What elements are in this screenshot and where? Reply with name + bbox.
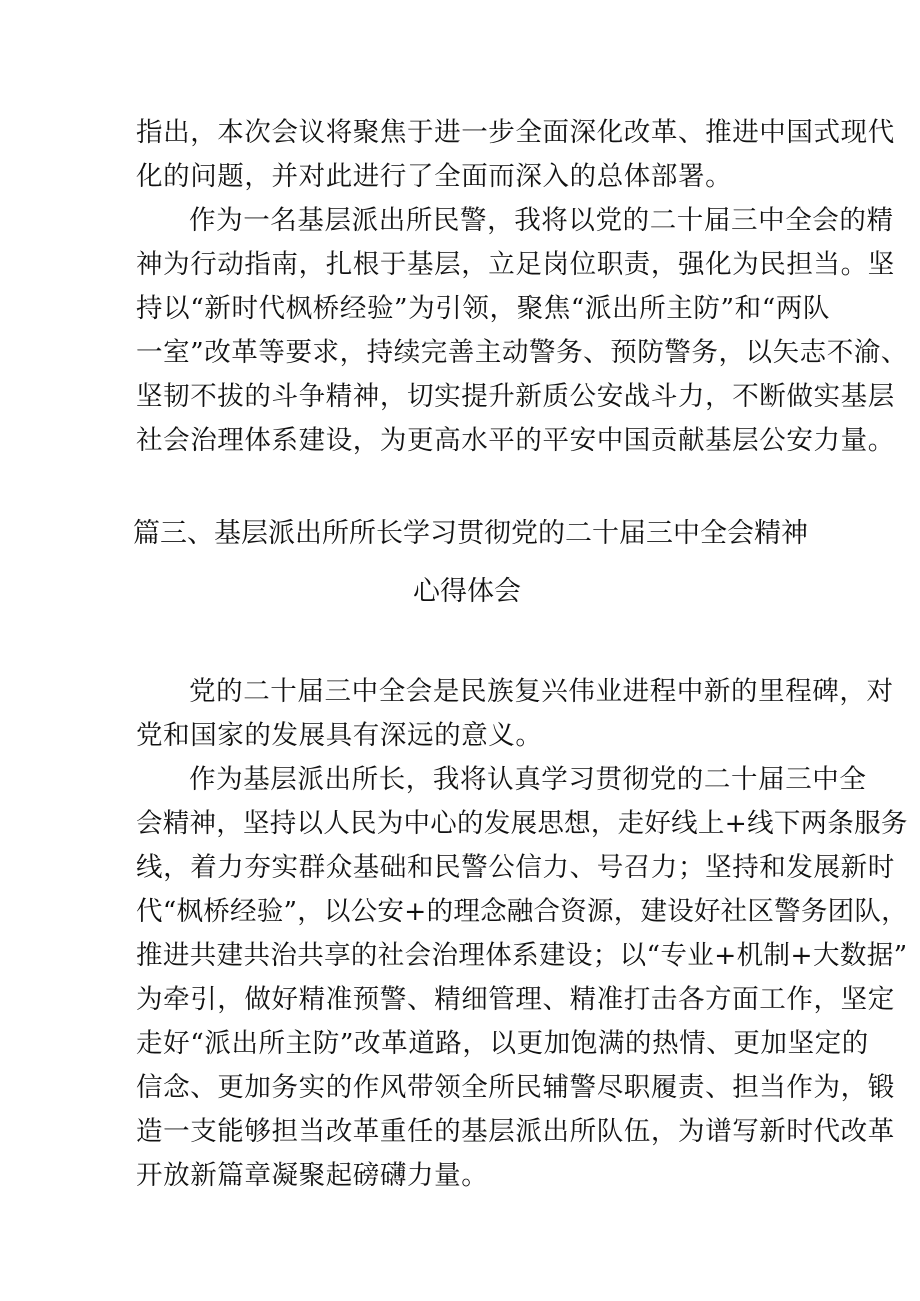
- paragraph-line: 社会治理体系建设，为更高水平的平安中国贡献基层公安力量。: [136, 425, 895, 456]
- paragraph-line: 党和国家的发展具有深远的意义。: [136, 720, 543, 751]
- paragraph-line: 作为一名基层派出所民警，我将以党的二十届三中全会的精: [189, 205, 894, 236]
- paragraph-line: 坚韧不拔的斗争精神，切实提升新质公安战斗力，不断做实基层: [136, 381, 895, 412]
- paragraph-line: 造一支能够担当改革重任的基层派出所队伍，为谱写新时代改革: [136, 1116, 895, 1147]
- section-title: 篇三、基层派出所所长学习贯彻党的二十届三中全会精神: [133, 518, 808, 549]
- paragraph-line: 指出，本次会议将聚焦于进一步全面深化改革、推进中国式现代: [136, 117, 895, 148]
- paragraph-line: 一室”改革等要求，持续完善主动警务、预防警务，以矢志不渝、: [136, 337, 908, 368]
- paragraph-line: 代“枫桥经验”，以公安+的理念融合资源，建设好社区警务团队，: [136, 896, 908, 927]
- paragraph-line: 党的二十届三中全会是民族复兴伟业进程中新的里程碑，对: [189, 676, 894, 707]
- paragraph-line: 线，着力夯实群众基础和民警公信力、号召力；坚持和发展新时: [136, 852, 895, 883]
- paragraph-line: 化的问题，并对此进行了全面而深入的总体部署。: [136, 161, 733, 192]
- paragraph-line: 推进共建共治共享的社会治理体系建设；以“专业+机制+大数据”: [136, 940, 908, 971]
- paragraph-line: 走好“派出所主防”改革道路，以更加饱满的热情、更加坚定的: [136, 1028, 869, 1059]
- paragraph-line: 神为行动指南，扎根于基层，立足岗位职责，强化为民担当。坚: [136, 249, 895, 280]
- paragraph-line: 持以“新时代枫桥经验”为引领，聚焦“派出所主防”和“两队: [136, 293, 831, 324]
- section-title-continued: 心得体会: [413, 576, 521, 607]
- paragraph-line: 会精神，坚持以人民为中心的发展思想，走好线上+线下两条服务: [136, 808, 908, 839]
- paragraph-line: 为牵引，做好精准预警、精细管理、精准打击各方面工作，坚定: [136, 984, 895, 1015]
- paragraph-line: 作为基层派出所长，我将认真学习贯彻党的二十届三中全: [189, 764, 867, 795]
- paragraph-line: 信念、更加务实的作风带领全所民辅警尽职履责、担当作为，锻: [136, 1072, 895, 1103]
- paragraph-line: 开放新篇章凝聚起磅礴力量。: [136, 1160, 489, 1191]
